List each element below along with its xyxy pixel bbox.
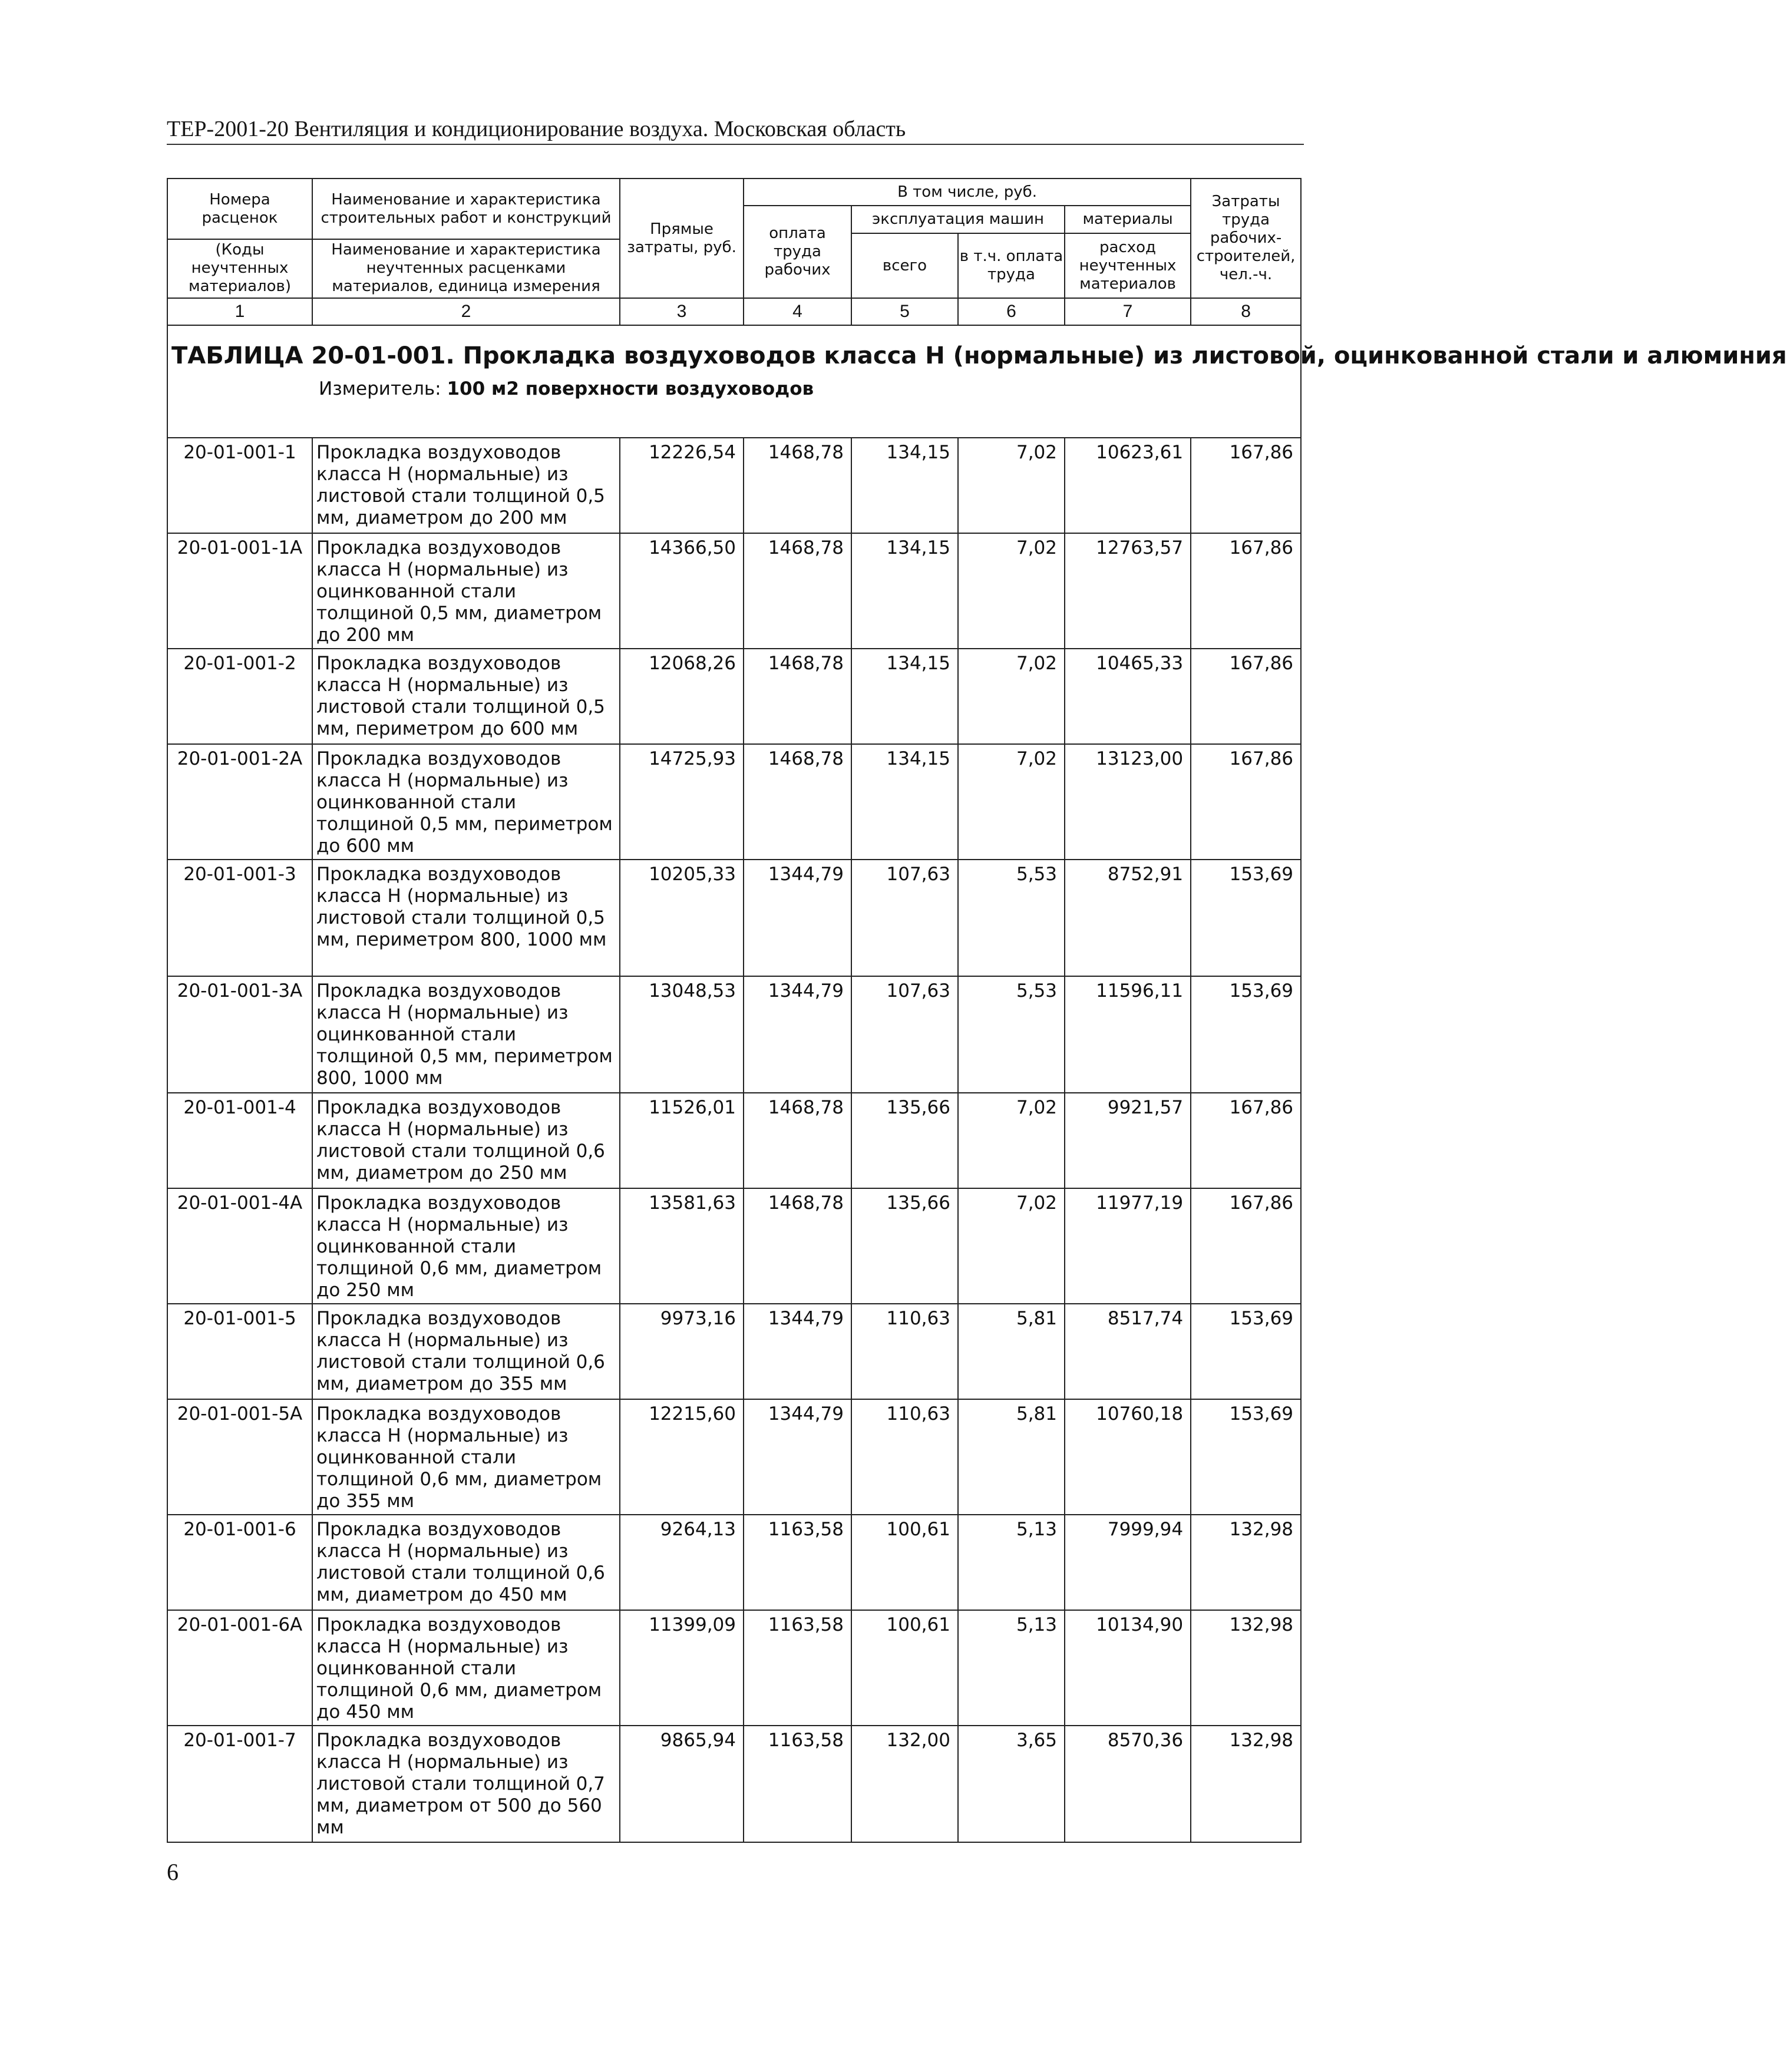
column-number: 4	[744, 298, 851, 325]
rate-code: 20-01-001-4А	[167, 1188, 312, 1304]
materials-cost: 12763,57	[1065, 533, 1191, 649]
materials-cost: 10134,90	[1065, 1610, 1191, 1726]
machines-total: 134,15	[851, 533, 958, 649]
machines-labor: 5,81	[958, 1304, 1065, 1399]
rate-code: 20-01-001-5	[167, 1304, 312, 1399]
labor-hours: 153,69	[1191, 1304, 1301, 1399]
rate-name: Прокладка воздуховодов класса Н (нормальные) из оцинкованной стали толщиной 0,5 мм, периметром 800, 1000 мм	[312, 976, 620, 1093]
table-row	[167, 744, 1301, 860]
machines-labor: 5,53	[958, 860, 1065, 976]
direct-costs: 9973,16	[620, 1304, 744, 1399]
machines-total: 100,61	[851, 1610, 958, 1726]
materials-cost: 8517,74	[1065, 1304, 1191, 1399]
labor-hours: 153,69	[1191, 860, 1301, 976]
header-codes	[167, 179, 312, 298]
machines-total: 132,00	[851, 1726, 958, 1842]
machines-labor: 5,13	[958, 1515, 1065, 1610]
materials-cost: 10760,18	[1065, 1399, 1191, 1515]
rate-name: Прокладка воздуховодов класса Н (нормальные) из оцинкованной стали толщиной 0,5 мм, периметром до 600 мм	[312, 744, 620, 860]
table-row	[167, 1610, 1301, 1726]
rate-name: Прокладка воздуховодов класса Н (нормальные) из листовой стали толщиной 0,5 мм, периметром 800, 1000 мм	[312, 860, 620, 976]
header-names-bottom: Наименование и характеристика неучтенных расценками материалов, единица измерения	[313, 239, 619, 298]
table-row	[167, 533, 1301, 649]
page-number: 6	[167, 1859, 179, 1885]
header-machines-total: всего	[851, 233, 958, 298]
machines-labor: 3,65	[958, 1726, 1065, 1842]
direct-costs: 12068,26	[620, 649, 744, 744]
table-caption	[167, 325, 1787, 438]
header-in-that: В том числе, руб.	[744, 179, 1191, 206]
header-machines: эксплуатация машин	[851, 206, 1065, 233]
machines-total: 134,15	[851, 649, 958, 744]
labor-hours: 132,98	[1191, 1726, 1301, 1842]
rate-code: 20-01-001-5А	[167, 1399, 312, 1515]
machines-labor: 7,02	[958, 744, 1065, 860]
machines-total: 110,63	[851, 1399, 958, 1515]
labor-pay: 1468,78	[744, 533, 851, 649]
table-header	[167, 179, 1301, 325]
labor-hours: 153,69	[1191, 976, 1301, 1093]
machines-total: 100,61	[851, 1515, 958, 1610]
direct-costs: 9264,13	[620, 1515, 744, 1610]
rate-name: Прокладка воздуховодов класса Н (нормальные) из листовой стали толщиной 0,6 мм, диаметром до 450 мм	[312, 1515, 620, 1610]
table-row	[167, 438, 1301, 533]
column-number: 7	[1065, 298, 1191, 325]
machines-total: 110,63	[851, 1304, 958, 1399]
rate-name: Прокладка воздуховодов класса Н (нормальные) из оцинкованной стали толщиной 0,6 мм, диаметром до 355 мм	[312, 1399, 620, 1515]
table-row	[167, 1399, 1301, 1515]
materials-cost: 9921,57	[1065, 1093, 1191, 1188]
materials-cost: 13123,00	[1065, 744, 1191, 860]
labor-hours: 167,86	[1191, 438, 1301, 533]
header-labor-costs: Затраты труда рабочих-строителей, чел.-ч.	[1191, 179, 1301, 298]
materials-cost: 7999,94	[1065, 1515, 1191, 1610]
direct-costs: 11526,01	[620, 1093, 744, 1188]
materials-cost: 10623,61	[1065, 438, 1191, 533]
labor-pay: 1344,79	[744, 1399, 851, 1515]
machines-total: 134,15	[851, 438, 958, 533]
labor-pay: 1468,78	[744, 1188, 851, 1304]
rate-code: 20-01-001-1А	[167, 533, 312, 649]
column-numbers-row	[167, 298, 1301, 325]
measure-value: 100 м2 поверхности воздуховодов	[447, 378, 814, 399]
labor-pay: 1468,78	[744, 649, 851, 744]
rate-name: Прокладка воздуховодов класса Н (нормальные) из оцинкованной стали толщиной 0,6 мм, диаметром до 450 мм	[312, 1610, 620, 1726]
labor-pay: 1163,58	[744, 1610, 851, 1726]
labor-pay: 1344,79	[744, 860, 851, 976]
machines-labor: 7,02	[958, 649, 1065, 744]
table-row	[167, 649, 1301, 744]
direct-costs: 12215,60	[620, 1399, 744, 1515]
rate-name: Прокладка воздуховодов класса Н (нормальные) из оцинкованной стали толщиной 0,5 мм, диаметром до 200 мм	[312, 533, 620, 649]
direct-costs: 10205,33	[620, 860, 744, 976]
direct-costs: 12226,54	[620, 438, 744, 533]
labor-hours: 167,86	[1191, 744, 1301, 860]
machines-total: 135,66	[851, 1093, 958, 1188]
header-names-top: Наименование и характеристика строительных работ и конструкций	[321, 190, 612, 227]
machines-total: 135,66	[851, 1188, 958, 1304]
column-number: 2	[312, 298, 620, 325]
direct-costs: 13581,63	[620, 1188, 744, 1304]
machines-total: 107,63	[851, 860, 958, 976]
labor-hours: 167,86	[1191, 533, 1301, 649]
table-row	[167, 1188, 1301, 1304]
rate-name: Прокладка воздуховодов класса Н (нормальные) из листовой стали толщиной 0,5 мм, диаметром до 200 мм	[312, 438, 620, 533]
labor-hours: 153,69	[1191, 1399, 1301, 1515]
header-codes-bottom: (Коды неучтенных материалов)	[168, 239, 312, 298]
rate-name: Прокладка воздуховодов класса Н (нормальные) из листовой стали толщиной 0,6 мм, диаметром до 355 мм	[312, 1304, 620, 1399]
materials-cost: 8570,36	[1065, 1726, 1191, 1842]
labor-hours: 167,86	[1191, 1093, 1301, 1188]
rate-name: Прокладка воздуховодов класса Н (нормальные) из оцинкованной стали толщиной 0,6 мм, диаметром до 250 мм	[312, 1188, 620, 1304]
table-body	[167, 325, 1787, 1842]
rate-name: Прокладка воздуховодов класса Н (нормальные) из листовой стали толщиной 0,6 мм, диаметром до 250 мм	[312, 1093, 620, 1188]
labor-pay: 1344,79	[744, 1304, 851, 1399]
direct-costs: 14725,93	[620, 744, 744, 860]
rate-code: 20-01-001-6	[167, 1515, 312, 1610]
table-row	[167, 860, 1301, 976]
column-number: 3	[620, 298, 744, 325]
header-materials-usage: расход неучтенных материалов	[1065, 233, 1191, 298]
labor-pay: 1468,78	[744, 744, 851, 860]
labor-pay: 1468,78	[744, 1093, 851, 1188]
labor-hours: 132,98	[1191, 1610, 1301, 1726]
table-row	[167, 1304, 1301, 1399]
direct-costs: 9865,94	[620, 1726, 744, 1842]
rates-table	[167, 178, 1787, 1843]
rate-code: 20-01-001-4	[167, 1093, 312, 1188]
labor-pay: 1344,79	[744, 976, 851, 1093]
header-machines-labor: в т.ч. оплата труда	[958, 233, 1065, 298]
rate-code: 20-01-001-3	[167, 860, 312, 976]
table-row	[167, 1093, 1301, 1188]
measure-line	[319, 377, 1298, 401]
materials-cost: 8752,91	[1065, 860, 1191, 976]
running-head: ТЕР-2001-20 Вентиляция и кондиционирование воздуха. Московская область	[167, 117, 906, 141]
header-rule	[167, 144, 1304, 145]
machines-labor: 5,81	[958, 1399, 1065, 1515]
measure-label: Измеритель:	[319, 378, 441, 399]
header-codes-top: Номера расценок	[202, 190, 278, 227]
rate-code: 20-01-001-3А	[167, 976, 312, 1093]
labor-pay: 1163,58	[744, 1726, 851, 1842]
column-number: 5	[851, 298, 958, 325]
direct-costs: 13048,53	[620, 976, 744, 1093]
machines-labor: 7,02	[958, 1093, 1065, 1188]
labor-hours: 132,98	[1191, 1515, 1301, 1610]
table-title: ТАБЛИЦА 20-01-001. Прокладка воздуховодов класса Н (нормальные) из листовой, оцинкованной стали и алюминия	[171, 342, 1787, 369]
direct-costs: 14366,50	[620, 533, 744, 649]
materials-cost: 11596,11	[1065, 976, 1191, 1093]
machines-total: 107,63	[851, 976, 958, 1093]
rate-code: 20-01-001-2	[167, 649, 312, 744]
table-row	[167, 1515, 1301, 1610]
header-direct-costs: Прямые затраты, руб.	[620, 179, 744, 298]
materials-cost: 11977,19	[1065, 1188, 1191, 1304]
rate-name: Прокладка воздуховодов класса Н (нормальные) из листовой стали толщиной 0,7 мм, диаметром от 500 до 560 мм	[312, 1726, 620, 1842]
machines-labor: 5,13	[958, 1610, 1065, 1726]
labor-pay: 1468,78	[744, 438, 851, 533]
rate-code: 20-01-001-6А	[167, 1610, 312, 1726]
header-labor-pay: оплата труда рабочих	[744, 206, 851, 298]
rate-code: 20-01-001-1	[167, 438, 312, 533]
column-number: 6	[958, 298, 1065, 325]
machines-total: 134,15	[851, 744, 958, 860]
header-materials: материалы	[1065, 206, 1191, 233]
materials-cost: 10465,33	[1065, 649, 1191, 744]
column-number: 1	[167, 298, 312, 325]
direct-costs: 11399,09	[620, 1610, 744, 1726]
column-number: 8	[1191, 298, 1301, 325]
labor-pay: 1163,58	[744, 1515, 851, 1610]
labor-hours: 167,86	[1191, 649, 1301, 744]
machines-labor: 7,02	[958, 533, 1065, 649]
machines-labor: 5,53	[958, 976, 1065, 1093]
rate-code: 20-01-001-7	[167, 1726, 312, 1842]
rate-name: Прокладка воздуховодов класса Н (нормальные) из листовой стали толщиной 0,5 мм, периметром до 600 мм	[312, 649, 620, 744]
table-row	[167, 976, 1301, 1093]
rate-code: 20-01-001-2А	[167, 744, 312, 860]
header-names	[312, 179, 620, 298]
machines-labor: 7,02	[958, 1188, 1065, 1304]
machines-labor: 7,02	[958, 438, 1065, 533]
table-caption-row	[167, 325, 1301, 438]
labor-hours: 167,86	[1191, 1188, 1301, 1304]
table-row	[167, 1726, 1301, 1842]
